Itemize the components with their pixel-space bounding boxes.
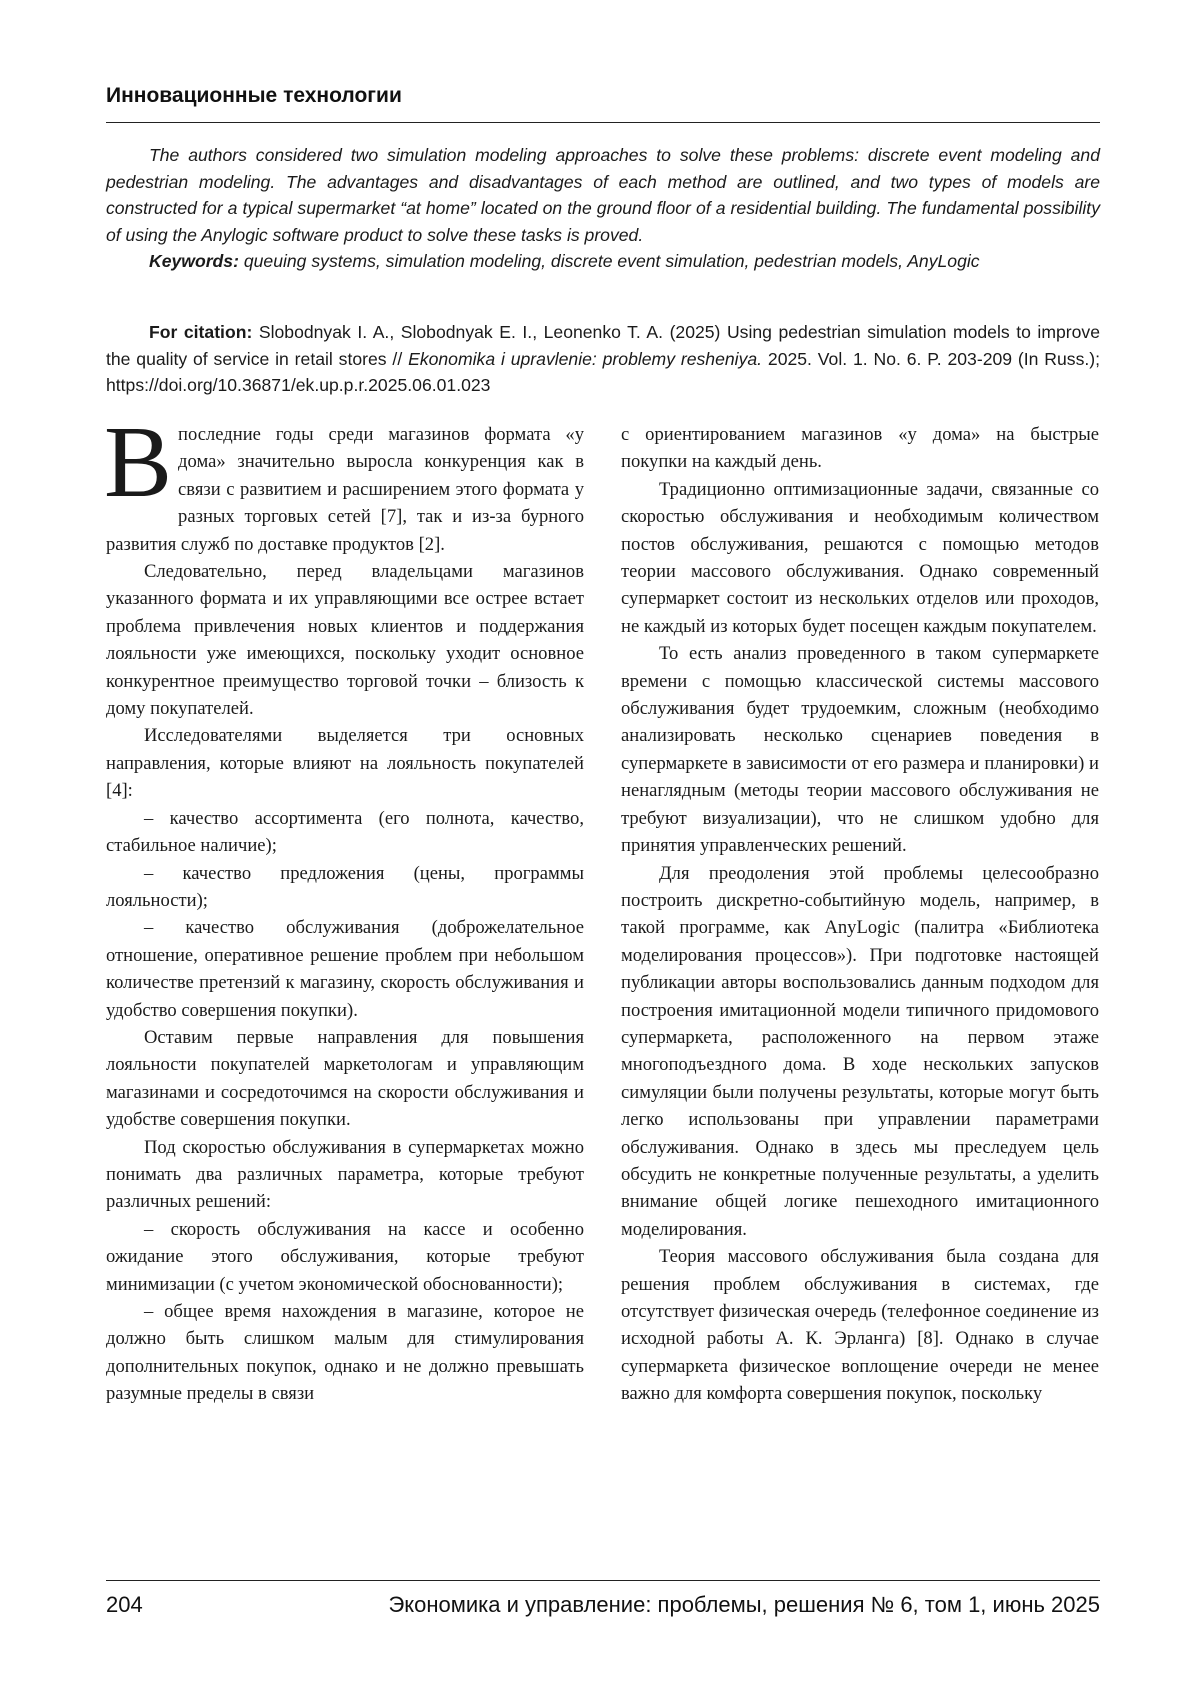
body-paragraph: Под скоростью обслуживания в супермаркетах можно понимать два различных параметра, которые требуют различных решений:	[106, 1136, 584, 1213]
body-paragraph: Для преодоления этой проблемы целесообразно построить дискретно-событийную модель, например, в такой программе, как AnyLogic (палитра «Библиотека моделирования процессов»). При подготовке настоящей публикации авторы воспользовались данным подходом для построения имитационной модели типичного придомового супермаркета, расположенного на первом этаже многоподъездного дома. В ходе нескольких запусков симуляции были получены результаты, которые могут быть легко использованы при управлении параметрами обслуживания. Однако в здесь мы преследуем цель обсудить не конкретные полученные результаты, а уделить внимание общей логике пешеходного имитационного моделирования.	[621, 862, 1099, 1240]
body-paragraph: То есть анализ проведенного в таком супермаркете времени с помощью классической системы массового обслуживания будет трудоемким, сложным (необходимо анализировать несколько сценариев поведения в супермаркете в зависимости от его размера и планировки) и ненаглядным (методы теории массового обслуживания не требуют визуализации), что не слишком удобно для принятия управленческих решений.	[621, 643, 1099, 857]
body-paragraph: с ориентированием магазинов «у дома» на быстрые покупки на каждый день.	[621, 424, 1099, 473]
body-paragraph: Следовательно, перед владельцами магазинов указанного формата и их управляющими все острее встает проблема привлечения новых клиентов и поддержания лояльности уже имеющихся, поскольку уходит основное конкурентное преимущество торговой точки – близость к дому покупателей.	[106, 561, 584, 720]
body-column-right	[621, 421, 1099, 1408]
drop-cap: В	[104, 406, 173, 519]
citation-doi: 2025. Vol. 1. No. 6. P. 203-209 (In Russ.); https://doi.org/10.36871/ek.up.p.r.2025.06.01.023	[106, 348, 1101, 395]
abstract-text: The authors considered two simulation modeling approaches to solve these problems: discrete event modeling and pedestrian modeling. The advantages and disadvantages of each method are outlined, and two types of models are constructed for a typical supermarket “at home” located on the ground floor of a residential building. The fundamental possibility of using the Anylogic software product to solve these tasks is proved.	[106, 145, 1100, 245]
citation	[106, 319, 1100, 399]
body-paragraph: Оставим первые направления для повышения лояльности покупателей маркетологам и управляющим магазинами и сосредоточимся на скорости обслуживания и удобстве совершения покупки.	[106, 1026, 584, 1131]
list-item: – общее время нахождения в магазине, которое не должно быть слишком малым для стимулирования дополнительных покупок, однако и не должно превышать разумные пределы в связи	[106, 1301, 584, 1405]
page-number: 204	[106, 1592, 143, 1617]
keywords-label: Keywords:	[149, 251, 239, 271]
list-item: – качество ассортимента (его полнота, качество, стабильное наличие);	[106, 807, 584, 857]
body-paragraph: Теория массового обслуживания была создана для решения проблем обслуживания в системах, где отсутствует физическая очередь (телефонное соединение из исходной работы А. К. Эрланга) [8]. Однако в случае супермаркета физическое воплощение очереди не менее важно для комфорта совершения покупок, поскольку	[621, 1246, 1099, 1405]
keywords	[106, 248, 1100, 275]
list-item: – качество предложения (цены, программы лояльности);	[106, 862, 584, 911]
keywords-text: queuing systems, simulation modeling, discrete event simulation, pedestrian models, AnyLogic	[243, 251, 980, 271]
footer-rule	[106, 1580, 1100, 1581]
body-column-left	[104, 406, 584, 1408]
list-item: – качество обслуживания (доброжелательное отношение, оперативное решение проблем при небольшом количестве претензий к магазину, скорость обслуживания и удобство совершения покупки).	[106, 917, 584, 1021]
body-paragraph: Исследователями выделяется три основных направления, которые влияют на лояльность покупателей [4]:	[106, 725, 584, 802]
journal-footer: Экономика и управление: проблемы, решения № 6, том 1, июнь 2025	[388, 1592, 1100, 1617]
header-rule	[106, 122, 1100, 123]
citation-text: Slobodnyak I. A., Slobodnyak E. I., Leonenko T. A. (2025) Using pedestrian simulation models to improve the quality of service in retail stores //	[106, 322, 1100, 369]
abstract	[106, 142, 1100, 275]
body-paragraph: Традиционно оптимизационные задачи, связанные со скоростью обслуживания и необходимым количеством постов обслуживания, решаются с помощью методов теории массового обслуживания. Однако современный супермаркет состоит из нескольких отделов или проходов, не каждый из которых будет посещен каждым покупателем.	[621, 478, 1099, 637]
body-paragraph: Впоследние годы среди магазинов формата «у дома» значительно выросла конкуренция как в связи с развитием и расширением этого формата у разных торговых сетей [7], так и из-за бурного развития служб по доставке продуктов [2].	[104, 406, 584, 555]
citation-journal: Ekonomika i upravlenie: problemy resheniya.	[408, 348, 763, 369]
list-item: – скорость обслуживания на кассе и особенно ожидание этого обслуживания, которые требуют минимизации (с учетом экономической обоснованности);	[106, 1218, 584, 1295]
section-header: Инновационные технологии	[106, 84, 402, 107]
citation-label: For citation:	[149, 322, 253, 342]
